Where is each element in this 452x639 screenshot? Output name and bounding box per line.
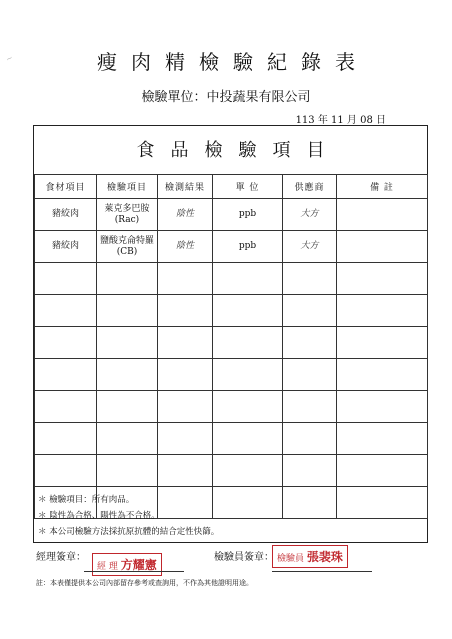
note-line: ＊ 檢驗項目：所有肉品。	[38, 495, 135, 505]
cell-test-item	[97, 199, 158, 231]
note-line: ＊ 陰性為合格、陽性為不合格。	[38, 511, 160, 521]
cell-unit: ppb	[213, 231, 283, 263]
test-code: (CB)	[116, 246, 138, 257]
manager-signature-label: 經理簽章：	[36, 552, 86, 563]
record-date: 113 年 11 月 08 日	[295, 115, 386, 126]
inspector-stamp-prefix: 檢驗員	[277, 554, 305, 564]
table-row	[35, 391, 428, 423]
cell-note	[337, 199, 428, 231]
inspector-signature-label: 檢驗員簽章：	[214, 552, 274, 563]
header-result: 檢測結果	[158, 175, 213, 199]
table-row	[35, 359, 428, 391]
test-name: 萊克多巴胺	[104, 203, 150, 214]
box-title: 食品檢驗項目	[136, 140, 341, 161]
table-row	[35, 263, 428, 295]
table-row	[35, 327, 428, 359]
footnote: 註：本表僅提供本公司內部留存參考或查詢用，不作為其他證明用途。	[36, 579, 253, 587]
cell-unit: ppb	[213, 199, 283, 231]
inspection-unit: 檢驗單位：中投蔬果有限公司	[141, 90, 311, 105]
manager-stamp-name: 方耀憲	[120, 558, 157, 572]
manager-sign-line	[84, 571, 184, 572]
table-row	[35, 231, 428, 263]
inspection-frame	[33, 125, 428, 543]
inspection-table	[34, 174, 428, 519]
table-header-row	[35, 175, 428, 199]
table-row	[35, 455, 428, 487]
header-supplier: 供應商	[283, 175, 337, 199]
test-name: 鹽酸克侖特羅	[99, 235, 154, 246]
cell-test-item	[97, 231, 158, 263]
margin-scribble: ~	[4, 52, 15, 65]
cell-food-item: 豬絞肉	[35, 231, 97, 263]
inspector-stamp	[272, 545, 348, 568]
cell-result: 陰性	[158, 199, 213, 231]
cell-food-item: 豬絞肉	[35, 199, 97, 231]
header-unit: 單 位	[213, 175, 283, 199]
manager-stamp	[92, 553, 162, 576]
cell-result: 陰性	[158, 231, 213, 263]
test-code: (Rac)	[114, 214, 140, 225]
table-row	[35, 199, 428, 231]
note-line: ＊ 本公司檢驗方法採抗原抗體的結合定性快篩。	[38, 527, 220, 537]
inspector-sign-line	[272, 571, 372, 572]
cell-supplier: 大方	[283, 231, 337, 263]
inspector-stamp-name: 張裴珠	[306, 550, 343, 564]
header-note: 備 註	[337, 175, 428, 199]
page-title: 瘦肉精檢驗紀錄表	[97, 50, 369, 74]
table-row	[35, 423, 428, 455]
notes-block	[38, 492, 219, 540]
cell-supplier: 大方	[283, 199, 337, 231]
manager-stamp-prefix: 經 理	[97, 562, 118, 572]
header-test-item: 檢驗項目	[97, 175, 158, 199]
header-food-item: 食材項目	[35, 175, 97, 199]
cell-note	[337, 231, 428, 263]
table-row	[35, 295, 428, 327]
